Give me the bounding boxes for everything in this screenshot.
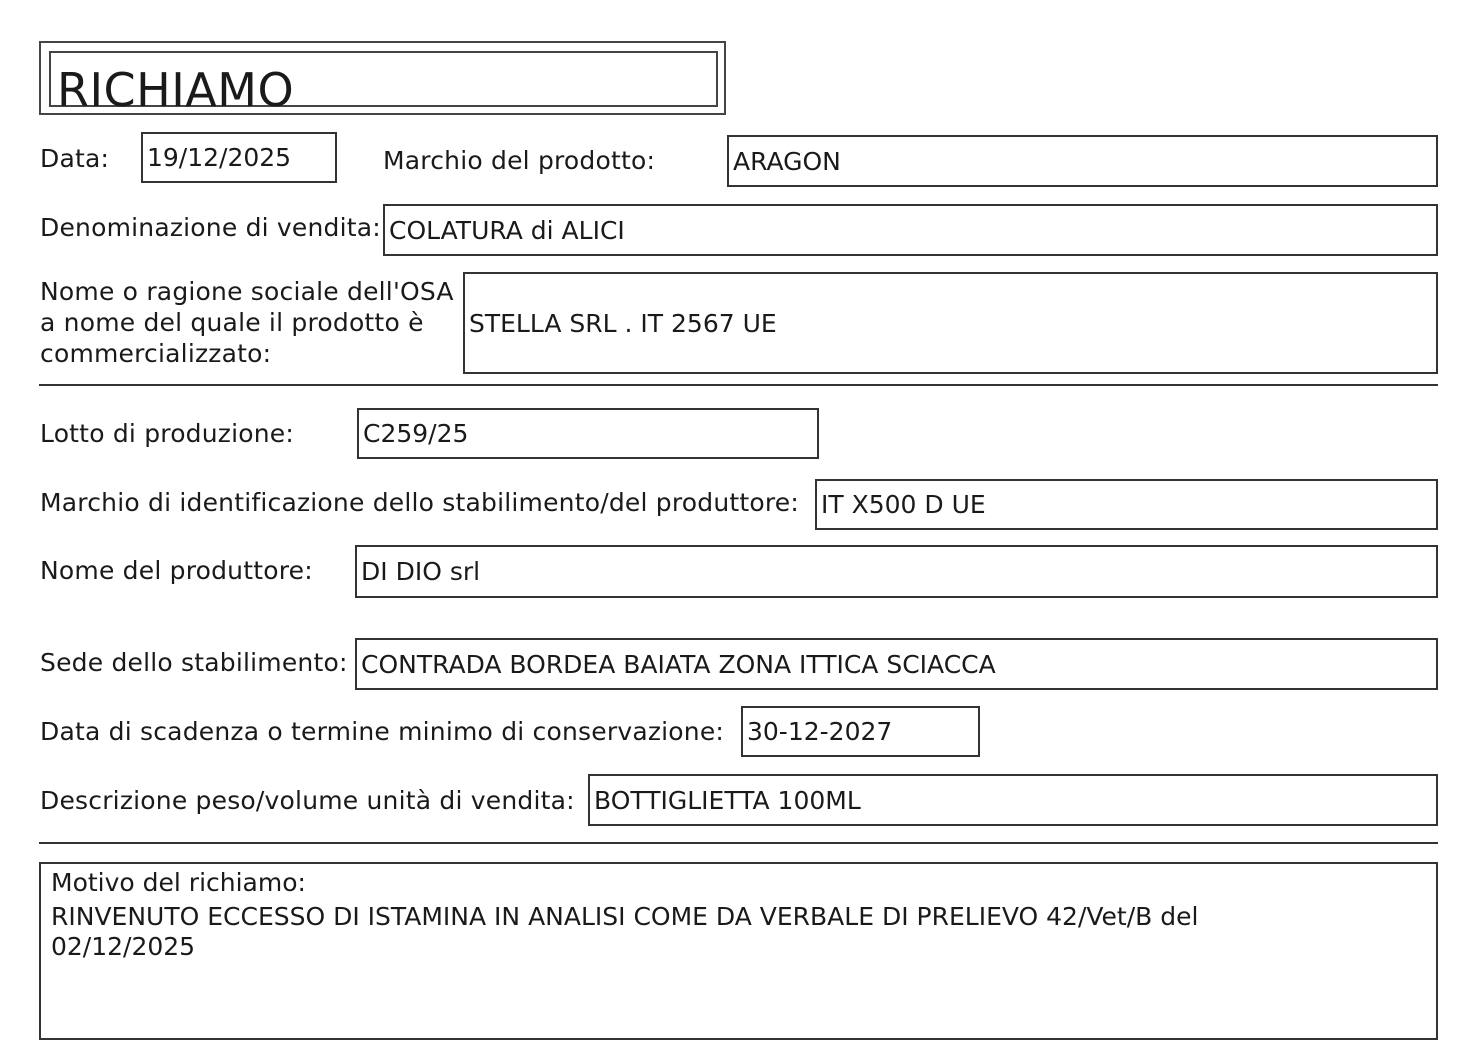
motivo-text-line-1: RINVENUTO ECCESSO DI ISTAMINA IN ANALISI COME DA VERBALE DI PRELIEVO 42/Vet/B del xyxy=(51,902,1199,931)
lotto-field: C259/25 xyxy=(357,408,819,459)
section-divider xyxy=(39,384,1438,386)
motivo-box xyxy=(39,862,1438,1040)
lotto-label: Lotto di produzione: xyxy=(40,419,295,448)
motivo-text-line-2: 02/12/2025 xyxy=(51,932,196,961)
produttore-label: Nome del produttore: xyxy=(40,556,313,585)
page-title: RICHIAMO xyxy=(57,63,295,117)
scadenza-field: 30-12-2027 xyxy=(741,706,980,757)
marchio-id-field: IT X500 D UE xyxy=(815,479,1438,530)
marchio-label: Marchio del prodotto: xyxy=(383,146,656,175)
scadenza-label: Data di scadenza o termine minimo di conservazione: xyxy=(40,717,725,746)
peso-field: BOTTIGLIETTA 100ML xyxy=(588,774,1438,826)
denominazione-label: Denominazione di vendita: xyxy=(40,213,381,242)
peso-label: Descrizione peso/volume unità di vendita: xyxy=(40,786,575,815)
osa-label-line-3: commercializzato: xyxy=(40,339,272,368)
osa-label-line-1: Nome o ragione sociale dell'OSA xyxy=(40,277,454,306)
osa-label-line-2: a nome del quale il prodotto è xyxy=(40,308,424,337)
title-frame xyxy=(39,41,726,115)
data-field: 19/12/2025 xyxy=(141,132,337,183)
produttore-field: DI DIO srl xyxy=(355,545,1438,598)
title-inner-frame xyxy=(49,51,718,117)
marchio-id-label: Marchio di identificazione dello stabilimento/del produttore: xyxy=(40,488,800,517)
motivo-label: Motivo del richiamo: xyxy=(51,868,306,897)
marchio-field: ARAGON xyxy=(727,135,1438,187)
denominazione-field: COLATURA di ALICI xyxy=(383,204,1438,256)
osa-field: STELLA SRL . IT 2567 UE xyxy=(463,272,1438,374)
section-divider-2 xyxy=(39,842,1438,844)
data-label: Data: xyxy=(40,144,110,173)
sede-label: Sede dello stabilimento: xyxy=(40,648,348,677)
sede-field: CONTRADA BORDEA BAIATA ZONA ITTICA SCIACCA xyxy=(355,638,1438,690)
